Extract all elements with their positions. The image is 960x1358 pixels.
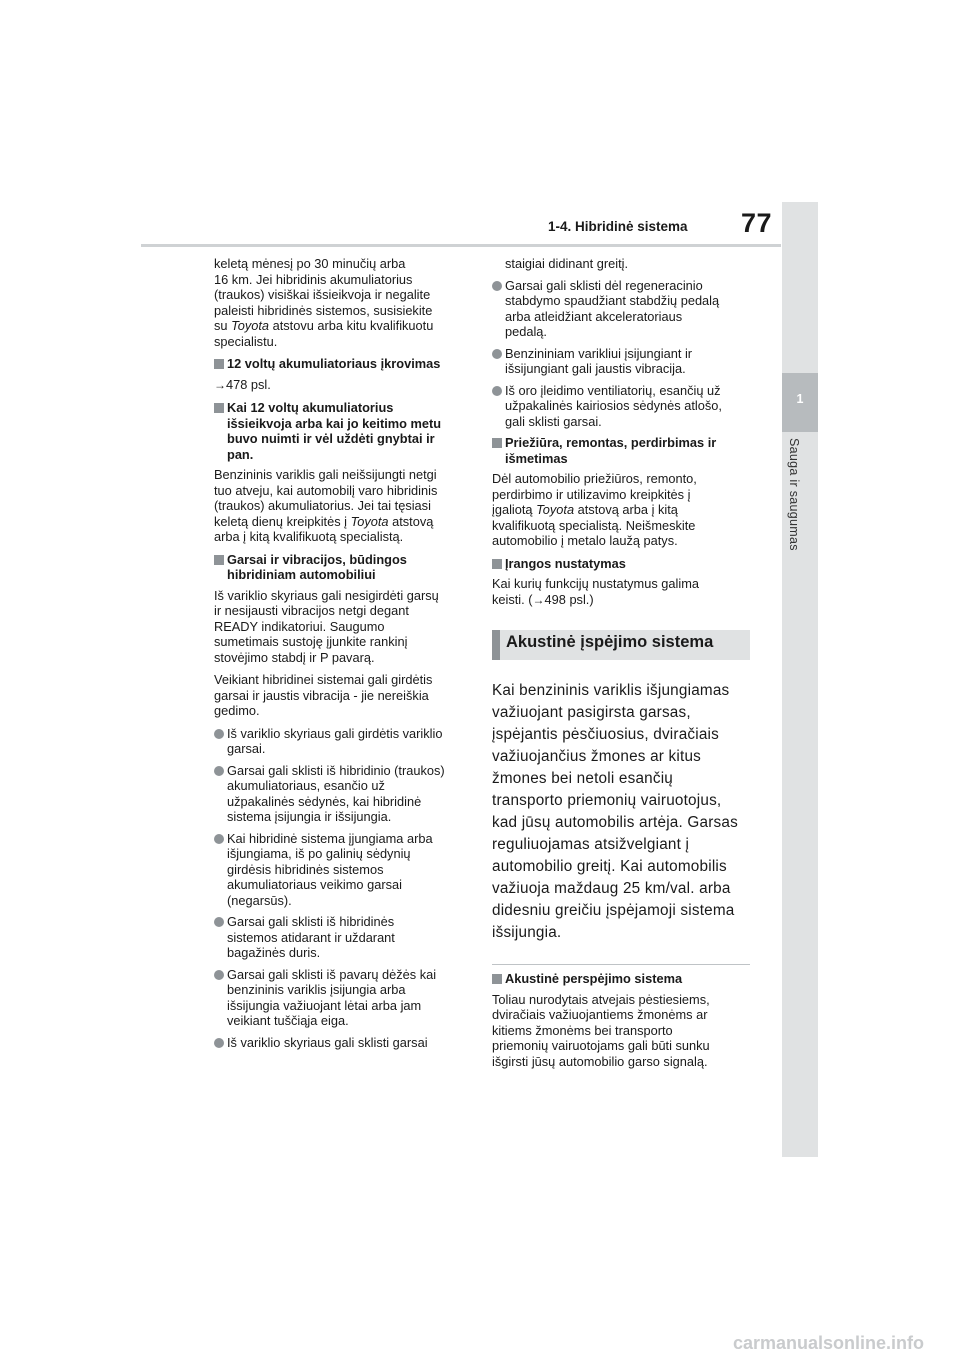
list-item: Garsai gali sklisti iš hibridinės sistemos atidarant ir uždarant bagažinės duris.	[214, 914, 466, 961]
heading-sounds-vibrations: Garsai ir vibracijos, būdingos hibridiniam automobiliui	[214, 552, 466, 583]
list-item: Benzininiam varikliui įsijungiant ir išsijungiant gali jaustis vibracija.	[492, 346, 750, 377]
divider	[492, 964, 750, 965]
chapter-number: 1	[796, 392, 804, 406]
section-title-box	[492, 630, 750, 660]
page-number: 77	[741, 208, 773, 238]
left-column	[214, 256, 466, 1056]
sounds-paragraph: Iš variklio skyriaus gali nesigirdėti garsų ir nesijausti vibracijos netgi degant READY indikatoriui. Saugumo sumetimais sustoję įjunkite rankinį stovėjimo stabdį ir P pavarą.	[214, 587, 439, 665]
header-section-title: 1-4. Hibridinė sistema	[548, 219, 688, 234]
watermark-logo: carmanualsonline.info	[733, 1333, 925, 1353]
round-bullet-icon	[492, 386, 502, 396]
chapter-title: Sauga ir saugumas	[787, 438, 801, 551]
settings-paragraph: Kai kurių funkcijų nustatymus galima keisti. (→498 psl.)	[492, 576, 699, 607]
maintenance-paragraph: Dėl automobilio priežiūros, remonto, perdirbimo ir utilizavimo kreipkitės į įgaliotą Toyota atstovą arba į kitą kvalifikuotą specialistą. Neišmeskite automobilio į metalo laužą patys.	[492, 471, 697, 548]
list-item: Iš variklio skyriaus gali sklisti garsai	[214, 1035, 466, 1051]
heading-maintenance: Priežiūra, remontas, perdirbimas ir išmetimas	[492, 435, 750, 466]
round-bullet-icon	[214, 917, 224, 927]
acoustic-paragraph: Toliau nurodytais atvejais pėstiesiems, dviračiais važiuojantiems žmonėms ar kitiems žmonėms bei transporto priemonių vairuotojams gali būti sunku išgirsti jūsų automobilio garso signalą.	[492, 991, 710, 1069]
chapter-side-tab	[782, 202, 818, 1157]
list-item-continuation: staigiai didinant greitį.	[505, 256, 629, 271]
square-bullet-icon	[214, 555, 224, 565]
header-divider	[141, 244, 781, 247]
round-bullet-icon	[492, 281, 502, 291]
list-item: Garsai gali sklisti dėl regeneracinio stabdymo spaudžiant stabdžių pedalą arba atleidžiant akceleratoriaus pedalą.	[492, 278, 750, 340]
arrow-right-icon: →	[214, 377, 226, 392]
round-bullet-icon	[214, 729, 224, 739]
heading-12v-charging: 12 voltų akumuliatoriaus įkrovimas	[214, 356, 466, 372]
arrow-right-icon: →	[532, 592, 545, 607]
section-title: Akustinė įspėjimo sistema	[506, 633, 714, 651]
round-bullet-icon	[214, 834, 224, 844]
square-bullet-icon	[214, 359, 224, 369]
list-item: Garsai gali sklisti iš hibridinio (traukos) akumuliatoriaus, esančio už užpakalinės sėdynės, kai hibridinė sistema įsijungia ir išsijungia.	[214, 763, 466, 825]
list-item: Garsai gali sklisti iš pavarų dėžės kai benzininis variklis įsijungia arba išsijungia važiuojant lėtai arba jam veikiant tuščiąja eiga.	[214, 967, 466, 1029]
brand-name: Toyota	[350, 513, 389, 529]
square-bullet-icon	[492, 438, 502, 448]
right-column	[492, 256, 750, 1076]
heading-acoustic-warning: Akustinė perspėjimo sistema	[492, 971, 750, 987]
round-bullet-icon	[214, 766, 224, 776]
brand-name: Toyota	[231, 318, 270, 333]
section-accent-bar	[492, 630, 500, 660]
heading-settings: Įrangos nustatymas	[492, 556, 750, 572]
page-reference: →478 psl.	[214, 376, 271, 392]
round-bullet-icon	[214, 1038, 224, 1048]
square-bullet-icon	[214, 403, 224, 413]
brand-name: Toyota	[536, 502, 575, 517]
intro-paragraph: keletą mėnesį po 30 minučių arba 16 km. Jei hibridinis akumuliatorius (traukos) visiškai išsieikvoja ir negalite paleisti hibridinės sistemos, susisiekite su Toyota atstovu arba kitu kvalifikuotu specialistu.	[214, 256, 434, 349]
operation-paragraph: Veikiant hibridinei sistemai gali girdėtis garsai ir jaustis vibracija - jie nereiškia gedimo.	[214, 672, 433, 718]
section-intro-text: Kai benzininis variklis išjungiamas važiuojant pasigirsta garsas, įspėjantis pėsčiuosius, dviračiais važiuojančius žmones ar kitus žmones bei netoli esančių transporto priemonių vairuotojus, kad jūsų automobilis artėja. Garsas reguliuojamas atsižvelgiant į automobilio greitį. Kai automobilis važiuoja maždaug 25 km/val. arba didesniu greičiu įspėjamoji sistema išsijungia.	[492, 682, 738, 941]
heading-12v-discharged: Kai 12 voltų akumuliatorius išsieikvoja arba kai jo keitimo metu buvo nuimti ir vėl uždėti gnybtai ir pan.	[214, 400, 466, 462]
list-item: Iš variklio skyriaus gali girdėtis variklio garsai.	[214, 726, 466, 757]
round-bullet-icon	[214, 970, 224, 980]
discharged-paragraph: Benzininis variklis gali neišsijungti netgi tuo atveju, kai automobilį varo hibridinis (traukos) akumuliatorius. Jei tai tęsiasi keletą dienų kreipkitės į Toyota atstovą arba į kitą kvalifikuotą specialistą.	[214, 467, 438, 544]
list-item: Kai hibridinė sistema įjungiama arba išjungiama, iš po galinių sėdynių girdėsis hibridinės sistemos akumuliatoriaus veikimo garsai (negarsūs).	[214, 831, 466, 909]
square-bullet-icon	[492, 559, 502, 569]
list-item: Iš oro įleidimo ventiliatorių, esančių už užpakalinės kairiosios sėdynės atlošo, gali sklisti garsai.	[492, 383, 750, 430]
round-bullet-icon	[492, 349, 502, 359]
square-bullet-icon	[492, 974, 502, 984]
